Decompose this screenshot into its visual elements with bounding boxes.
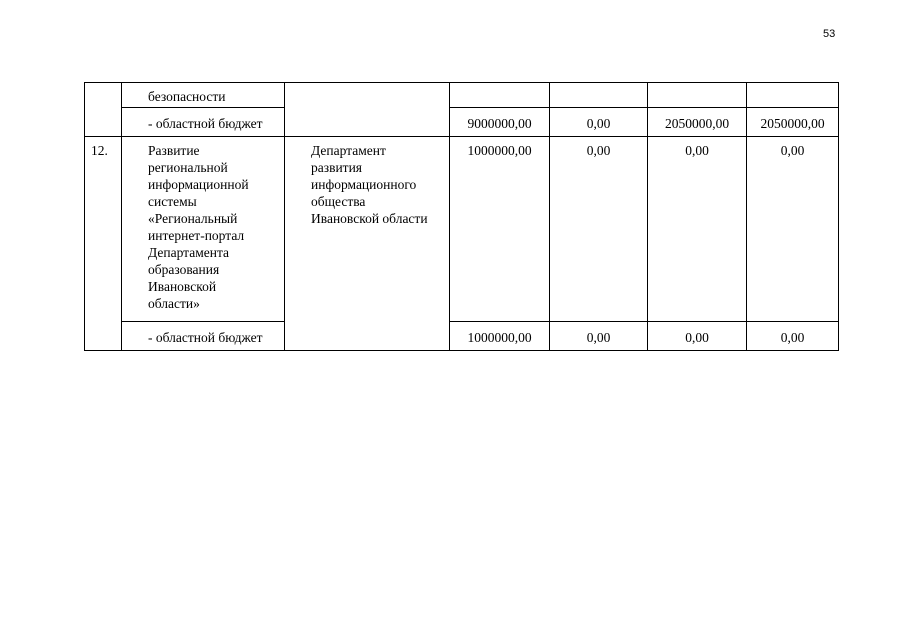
department-line: общества (311, 194, 366, 209)
item-value: 0,00 (550, 137, 648, 322)
table-row-regional-budget (85, 108, 839, 137)
item-name-line: региональной (148, 160, 228, 175)
table-row-regional-budget (85, 322, 839, 351)
item-name-line: интернет-портал (148, 228, 245, 243)
budget-value: 0,00 (550, 322, 648, 351)
budget-value: 0,00 (550, 108, 648, 137)
page-number: 53 (823, 28, 836, 40)
department-line: информационного (311, 177, 417, 192)
item-value: 0,00 (747, 137, 839, 322)
department-cell-empty (285, 83, 450, 137)
item-name (122, 137, 285, 322)
value-cell-empty (450, 83, 550, 108)
item-name-line: Ивановской (148, 279, 217, 294)
item-name-tail: безопасности (122, 83, 285, 108)
budget-value: 0,00 (648, 322, 747, 351)
value-cell-empty (747, 83, 839, 108)
budget-value: 2050000,00 (747, 108, 839, 137)
item-name-line: системы (148, 194, 197, 209)
item-number: 12. (85, 137, 122, 351)
item-name-line: области» (148, 296, 200, 311)
item-name-line: информационной (148, 177, 249, 192)
budget-label: - областной бюджет (122, 322, 285, 351)
table-row-continued (85, 83, 839, 108)
value-cell-empty (648, 83, 747, 108)
budget-table (84, 82, 839, 351)
item-name-line: Департамента (148, 245, 230, 260)
department-line: Департамент (311, 143, 386, 158)
budget-value: 1000000,00 (450, 322, 550, 351)
department-line: Ивановской области (311, 211, 428, 226)
value-cell-empty (550, 83, 648, 108)
responsible-department (285, 137, 450, 351)
item-name-line: Развитие (148, 143, 200, 158)
item-name-line: «Региональный (148, 211, 238, 226)
budget-label: - областной бюджет (122, 108, 285, 137)
budget-value: 0,00 (747, 322, 839, 351)
item-value: 0,00 (648, 137, 747, 322)
item-name-line: образования (148, 262, 220, 277)
table-row-item-12 (85, 137, 839, 322)
department-line: развития (311, 160, 363, 175)
item-value: 1000000,00 (450, 137, 550, 322)
budget-value: 2050000,00 (648, 108, 747, 137)
budget-value: 9000000,00 (450, 108, 550, 137)
row-number-cell-empty (85, 83, 122, 137)
